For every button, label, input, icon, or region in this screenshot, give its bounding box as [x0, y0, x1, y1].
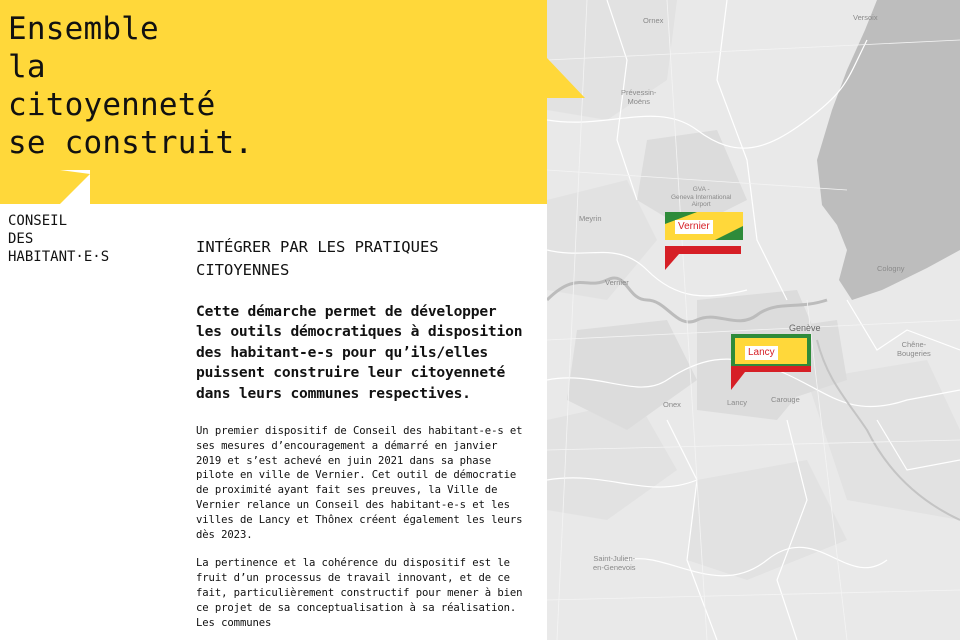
article	[196, 236, 528, 640]
map[interactable]	[547, 0, 960, 640]
speech-bubble-notch	[547, 58, 587, 102]
map-label-chene-bougeries: Chêne- Bougeries	[897, 340, 931, 358]
brand-line: CONSEIL	[8, 213, 68, 229]
map-marker-lancy[interactable]	[731, 334, 811, 392]
map-base	[547, 0, 960, 640]
marker-vernier-label: Vernier	[675, 220, 713, 234]
map-marker-vernier[interactable]	[665, 212, 743, 272]
hero-title-line: Ensemble	[8, 11, 159, 47]
map-label-carouge: Carouge	[771, 395, 800, 404]
map-label-ornex: Ornex	[643, 16, 664, 25]
map-label-onex: Onex	[663, 400, 681, 409]
section-title: INTÉGRER PAR LES PRATIQUES CITOYENNES	[196, 238, 439, 279]
map-label-saint-julien: Saint-Julien- en-Genevois	[593, 554, 636, 572]
map-label-cologny: Cologny	[877, 264, 905, 273]
lead-paragraph: Cette démarche permet de développer les outils démocratiques à disposition des habitant-e-s pour qu’ils/elles puissent construire leur citoyenneté dans leurs communes respectives.	[196, 303, 523, 402]
map-label-vernier: Vernier	[605, 278, 629, 287]
hero-title	[8, 10, 428, 162]
hero-title-line: citoyenneté	[8, 87, 216, 123]
speech-bubble-tail	[0, 170, 90, 204]
map-label-meyrin: Meyrin	[579, 214, 602, 223]
map-label-lancy: Lancy	[727, 398, 748, 407]
brand-line: HABITANT·E·S	[8, 249, 110, 265]
brand-line: DES	[8, 231, 34, 247]
map-label-prevessin: Prévessin- Moëns	[621, 88, 657, 106]
brand-logo[interactable]	[8, 212, 148, 266]
map-label-versoix: Versoix	[853, 13, 878, 22]
body-paragraph: Un premier dispositif de Conseil des habitant-e-s et ses mesures d’encouragement a démarré en janvier 2019 et s’est achevé en juin 2021 dans sa phase pilote en ville de Vernier. Cet outil de démocratie de proximité ayant fait ses preuves, la Ville de Vernier relance un Conseil des habitant-e-s et les villes de Lancy et Thônex créent également les leurs dès 2023.	[196, 425, 523, 541]
marker-lancy-flag-icon	[731, 334, 811, 392]
marker-lancy-label: Lancy	[745, 346, 778, 360]
body-paragraph: La pertinence et la cohérence du dispositif est le fruit d’un processus de travail innovant, et de ce fait, particulièrement constructif pour mener à bien ce projet de sa conceptualisation à sa réalisation. Les communes	[196, 557, 523, 629]
map-label-airport: GVA - Geneva International Airport	[671, 186, 732, 208]
hero-title-line: la	[8, 49, 46, 85]
lake	[817, 0, 960, 300]
map-label-geneve: Genève	[789, 323, 821, 333]
hero-title-line: se construit.	[8, 125, 254, 161]
